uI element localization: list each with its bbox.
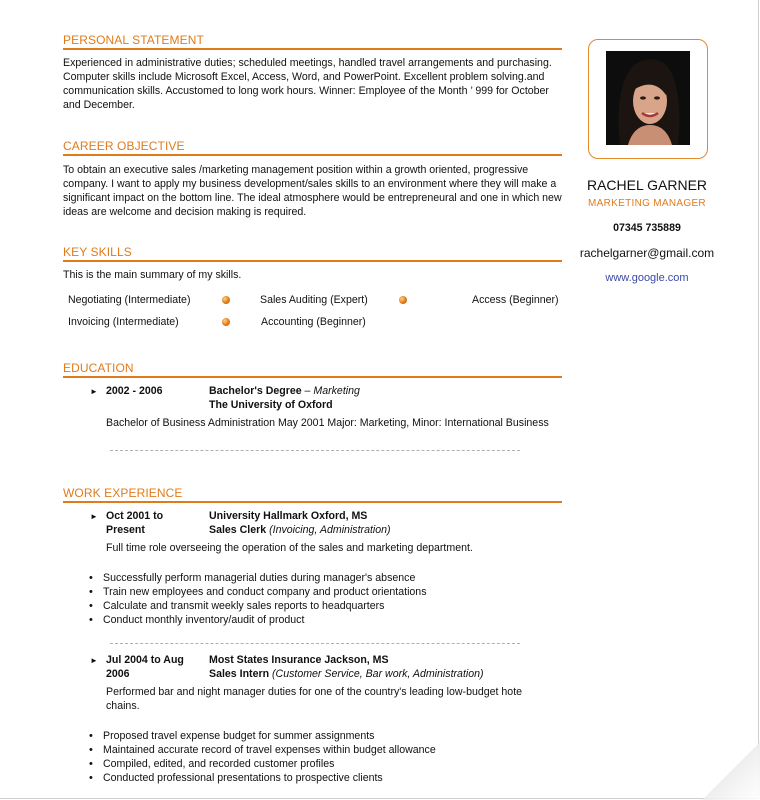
- skill-bullet-icon: [222, 318, 230, 326]
- list-item: • Conducted professional presentations to prospective clients: [103, 771, 436, 785]
- job-summary: Performed bar and night manager duties for one of the country's leading low-budget hote chains.: [106, 686, 523, 712]
- job-dates: Present: [106, 524, 145, 536]
- candidate-name: RACHEL GARNER: [586, 177, 708, 193]
- profile-photo-frame: [588, 39, 708, 159]
- divider: [110, 643, 520, 644]
- list-item: • Successfully perform managerial duties during manager's absence: [103, 571, 427, 585]
- skill-item: Invoicing (Intermediate): [68, 316, 179, 328]
- skill-bullet-icon: [222, 296, 230, 304]
- job-role-detail: (Customer Service, Bar work, Administration): [272, 668, 484, 680]
- job-role-line: [209, 523, 391, 537]
- arrow-right-icon: ►: [90, 656, 98, 665]
- job-role-detail: (Invoicing, Administration): [269, 524, 391, 536]
- section-title-career: CAREER OBJECTIVE: [63, 139, 562, 156]
- personal-statement-text: Experienced in administrative duties; scheduled meetings, handled travel arrangements and purchasing. Computer skills include Microsoft Excel, Access, Word, and PowerPoint. Excellent problem solving.and communication skills. Accustomed to long work hours. Winner: Employee of the Month ’ 999 for October and December.: [63, 57, 552, 111]
- career-objective-text: To obtain an executive sales /marketing management position within a growth oriented, progressive company. I want to apply my business development/sales skills to an environment where they will make a significant impact on the bottom line. The ideal atmosphere would be entrepreneural and one in which new ideas are welcome and decision making is required.: [63, 164, 562, 218]
- job-dates: Jul 2004 to Aug: [106, 654, 184, 666]
- skills-intro: This is the main summary of my skills.: [63, 269, 242, 281]
- skill-item: Access (Beginner): [472, 294, 559, 306]
- education-field: Marketing: [313, 385, 360, 397]
- divider: [110, 450, 520, 451]
- list-item: • Conduct monthly inventory/audit of product: [103, 613, 427, 627]
- job-bullet-list: [88, 571, 427, 627]
- candidate-email[interactable]: rachelgarner@gmail.com: [579, 246, 715, 260]
- job-role-line: [209, 667, 484, 681]
- education-school: The University of Oxford: [209, 399, 333, 411]
- list-item: • Train new employees and conduct company and product orientations: [103, 585, 427, 599]
- job-summary: Full time role overseeing the operation of the sales and marketing department.: [106, 542, 473, 554]
- skill-item: Negotiating (Intermediate): [68, 294, 191, 306]
- job-role: Sales Intern: [209, 668, 270, 680]
- job-bullet-list: [88, 729, 436, 785]
- section-title-personal: PERSONAL STATEMENT: [63, 33, 562, 50]
- education-detail: Bachelor of Business Administration May 2001 Major: Marketing, Minor: International Business: [106, 417, 549, 429]
- candidate-job-title: MARKETING MANAGER: [588, 198, 706, 209]
- list-item: • Calculate and transmit weekly sales reports to headquarters: [103, 599, 427, 613]
- list-item: • Compiled, edited, and recorded customer profiles: [103, 757, 436, 771]
- education-degree: Bachelor's Degree: [209, 385, 302, 397]
- section-title-education: EDUCATION: [63, 361, 562, 378]
- job-role: Sales Clerk: [209, 524, 267, 536]
- skill-bullet-icon: [399, 296, 407, 304]
- profile-photo: [606, 51, 690, 145]
- education-dash: –: [301, 385, 314, 397]
- section-title-work: WORK EXPERIENCE: [63, 486, 562, 503]
- job-dates: Oct 2001 to: [106, 510, 164, 522]
- job-company: University Hallmark Oxford, MS: [209, 510, 368, 522]
- list-item: • Proposed travel expense budget for summer assignments: [103, 729, 436, 743]
- section-title-skills: KEY SKILLS: [63, 245, 562, 262]
- arrow-right-icon: ►: [90, 387, 98, 396]
- list-item: • Maintained accurate record of travel expenses within budget allowance: [103, 743, 436, 757]
- job-dates: 2006: [106, 668, 130, 680]
- candidate-website-link[interactable]: www.google.com: [605, 272, 689, 284]
- portrait-image: [606, 51, 690, 145]
- education-degree-line: [209, 384, 360, 398]
- candidate-phone: 07345 735889: [613, 222, 681, 234]
- job-company: Most States Insurance Jackson, MS: [209, 654, 389, 666]
- skill-item: Sales Auditing (Expert): [260, 294, 368, 306]
- skill-item: Accounting (Beginner): [261, 316, 366, 328]
- arrow-right-icon: ►: [90, 512, 98, 521]
- education-dates: 2002 - 2006: [106, 385, 163, 397]
